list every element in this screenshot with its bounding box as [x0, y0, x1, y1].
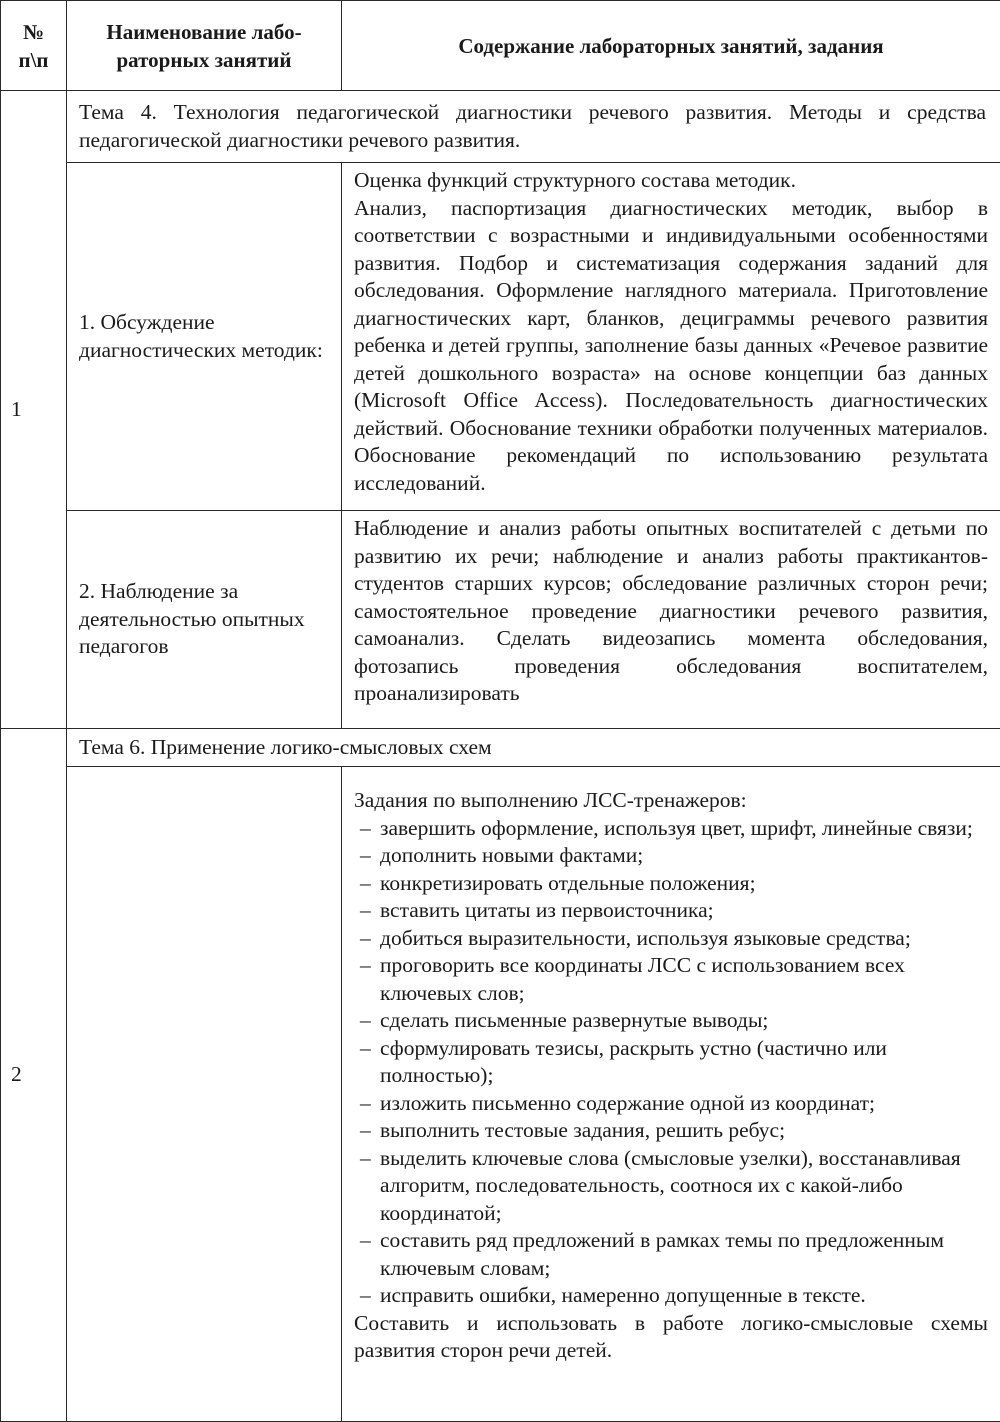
list-item: – исправить ошибки, намеренно допущенные в тексте. [360, 1283, 866, 1307]
content-paragraph: Наблюдение и анализ работы опытных воспитателей с детьми по развитию их речи; наблюдение и анализ работы практикантов-студентов старших курсов; обследование различных сторон речи; самостоятельное проведение диагностики речевого развития, самоанализ. Сделать видеозапись момента обследования, фотозапись проведения обследования воспитателем, проанализировать [354, 516, 988, 705]
section-2-row-1 [1, 767, 1000, 1422]
section-1-topic-row [1, 91, 1000, 163]
list-item: – изложить письменно содержание одной из координат; [360, 1090, 875, 1115]
list-item: – сформулировать тезисы, раскрыть устно (частично или полностью); [360, 1035, 887, 1087]
section-2-topic: Тема 6. Применение логико-смысловых схем [67, 729, 1000, 767]
header-content: Содержание лабораторных занятий, задания [342, 1, 1000, 91]
content-paragraph: Оценка функций структурного состава методик. [354, 168, 796, 192]
section-2-row-1-name [67, 767, 342, 1422]
list-item: – завершить оформление, используя цвет, шрифт, линейные связи; [360, 815, 973, 840]
list-item: – дополнить новыми фактами; [360, 843, 644, 867]
section-1-topic: Тема 4. Технология педагогической диагностики речевого развития. Методы и средства педагогической диагностики речевого развития. [67, 91, 1000, 163]
section-1-row-1-content [342, 163, 1000, 511]
list-item: – составить ряд предложений в рамках темы по предложенным ключевым словам; [360, 1228, 944, 1280]
tasks-outro: Составить и использовать в работе логико-смысловые схемы развития сторон речи детей. [354, 1310, 988, 1362]
section-2-topic-row [1, 729, 1000, 767]
list-item: – сделать письменные развернутые выводы; [360, 1008, 769, 1032]
tasks-intro: Задания по выполнению ЛСС-тренажеров: [354, 788, 747, 812]
header-num: № п\п [1, 1, 67, 91]
section-1-row-1-name: 1. Обсуждение диагностических методик: [67, 163, 342, 511]
table-header-row [1, 1, 1000, 91]
list-item: – конкретизировать отдельные положения; [360, 870, 756, 895]
section-1-row-1 [1, 163, 1000, 511]
header-name: Наименование лабо-раторных занятий [67, 1, 342, 91]
list-item: – проговорить все координаты ЛСС с использованием всех ключевых слов; [360, 953, 905, 1005]
tasks-list [354, 815, 988, 1310]
section-2-number: 2 [1, 729, 67, 1422]
section-1-row-2-content [342, 511, 1000, 729]
section-1-number: 1 [1, 91, 67, 729]
list-item: – вставить цитаты из первоисточника; [360, 898, 714, 922]
list-item: – добиться выразительности, используя языковые средства; [360, 925, 911, 950]
section-2-row-1-content [342, 767, 1000, 1422]
list-item: – выделить ключевые слова (смысловые узелки), восстанавливая алгоритм, последовательность, соотнося их с какой-либо координатой; [360, 1145, 961, 1225]
section-1-row-2-name: 2. Наблюдение за деятельностью опытных педагогов [67, 511, 342, 729]
content-paragraph: Анализ, паспортизация диагностических методик, выбор в соответствии с возрастными и индивидуальными особенностями развития. Подбор и систематизация содержания заданий для обследования. Оформление наглядного материала. Приготовление диагностических карт, бланков, дециграммы речевого развития ребенка и детей группы, заполнение базы данных «Речевое развитие детей дошкольного возраста» на основе концепции баз данных (Microsoft Office Access). Последовательность диагностических действий. Обоснование техники обработки полученных материалов. Обоснование рекомендаций по использованию результата исследований. [354, 195, 988, 495]
section-1-row-2 [1, 511, 1000, 729]
list-item: – выполнить тестовые задания, решить ребус; [360, 1118, 786, 1142]
